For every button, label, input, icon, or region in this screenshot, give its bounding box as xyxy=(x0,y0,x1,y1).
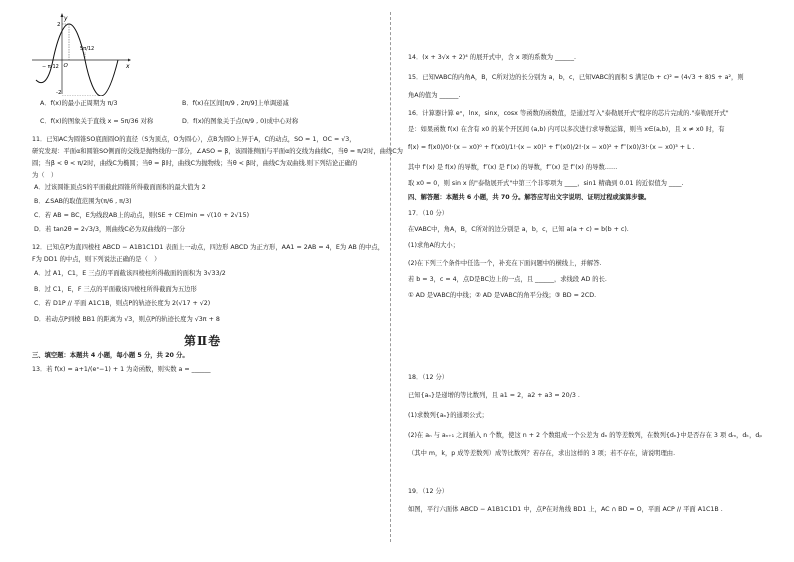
q17-title: 17．（10 分） xyxy=(408,210,449,217)
q12-option-d: D．若动点P到棱 BB1 的距离为 √3，则点P的轨迹长度为 √3π + 8 xyxy=(34,316,220,323)
q18-line-4: （其中 m，k，p 成等差数列）成等比数列？若存在，求出这样的 3 项；若不存在，请说明理由. xyxy=(408,450,676,457)
q14-text: 14．(x + 3√x + 2)⁴ 的展开式中，含 x 项的系数为 ______. xyxy=(408,54,576,61)
q17-line-2: (1)求角A的大小； xyxy=(408,242,460,249)
q11-option-a: A．过该圆锥顶点S的平面截此圆锥所得截面面积的最大值为 2 xyxy=(34,184,206,191)
q16-taylor-formula: f(x) = f(x0)/0!·(x − x0)⁰ + f′(x0)/1!·(x − x0)¹ + f″(x0)/2!·(x − x0)² + f‴(x0)/3!·(x − x0)³ + L . xyxy=(408,144,695,151)
q12-option-c: C．若 D1P // 平面 A1C1B，则点P的轨迹长度为 2(√17 + √2) xyxy=(34,300,211,307)
q17-line-4: 若 b = 3，c = 4，点D是BC边上的一点，且 ______，求线段 AD 的长. xyxy=(408,276,607,283)
q11-line-1: 11．已知AC为圆锥SO底面圆O的直径（S为顶点，O为圆心），点B为圆O上异于A，C的动点，SO = 1，OC = √3， xyxy=(32,136,356,143)
q18-line-1: 已知{aₙ}是递增的等比数列，且 a1 = 2，a2 + a3 = 20/3 . xyxy=(408,392,580,399)
q16-line-1: 16．计算器计算 eˣ，lnx，sinx，cosx 等函数的函数值，是通过写入"泰勒展开式"程序的芯片完成的."泰勒展开式" xyxy=(408,110,729,117)
column-divider xyxy=(390,12,391,542)
q17-line-1: 在VABC中，角A，B，C所对的边分别是 a，b，c，已知 a(a + c) = b(b + c). xyxy=(408,226,629,233)
q17-line-3: (2)在下列三个条件中任选一个，补充在下面问题中的横线上，并解答. xyxy=(408,260,602,267)
q15-line-2: 角A的值为 ______. xyxy=(408,92,461,99)
q12-line-2: F为 DD1 的中点，则下列说法正确的是（ ） xyxy=(32,256,161,263)
x-axis-arrow-icon xyxy=(128,59,131,62)
q16-line-3: 其中 f′(x) 是 f(x) 的导数，f″(x) 是 f′(x) 的导数，f‴(x) 是 f″(x) 的导数…… xyxy=(408,164,618,171)
q10-option-d: D．f(x)的图象关于点(π/9 , 0)成中心对称 xyxy=(182,118,299,125)
q11-option-b: B．∠SAB的取值范围为(π/6 , π/3) xyxy=(34,198,132,205)
q18-line-3: (2)在 aₙ 与 aₙ₊₁ 之间插入 n 个数，使这 n + 2 个数组成一个公差为 dₙ 的等差数列，在数列{dₙ}中是否存在 3 项 dₘ，dₖ，dₚ xyxy=(408,432,763,439)
q10-option-a: A．f(x)的最小正周期为 π/3 xyxy=(40,100,118,107)
q19-line-1: 如图，平行六面体 ABCD − A1B1C1D1 中，点P在对角线 BD1 上，AC ∩ BD = O，平面 ACP // 平面 A1C1B . xyxy=(408,506,723,513)
ymin-label: -2 xyxy=(56,90,62,96)
section-two-title: 第Ⅱ卷 xyxy=(184,334,222,348)
x-axis-label: x xyxy=(126,63,130,70)
q11-line-2: 研究发现：平面α和圆锥SO侧面的交线是抛物线的一部分，∠ASO = β，该圆锥侧面与平面α的交线为曲线C，当θ = π/2时，曲线C为 xyxy=(32,148,403,155)
exam-sheet xyxy=(10,12,786,554)
q10-option-b: B．f(x)在区间[π/9 , 2π/9]上单调递减 xyxy=(182,100,289,107)
q16-line-4: 取 x0 = 0，则 sin x 的"泰勒展开式"中第三个非零项为 ____，sin1 精确到 0.01 的近似值为 ____. xyxy=(408,180,684,187)
sine-graph xyxy=(32,12,132,96)
q11-line-4: 为（ ） xyxy=(32,172,58,179)
q11-option-c: C．若 AB = BC，E为线段AB上的动点，则(SE + CE)min = √(10 + 2√15) xyxy=(34,212,250,219)
xpos-label: 5π/12 xyxy=(80,46,95,52)
q12-option-a: A．过 A1，C1，E 三点的平面截该四棱柱所得截面的面积为 3√33/2 xyxy=(34,270,226,277)
ymax-label: 2 xyxy=(57,22,61,28)
q18-line-2: (1)求数列{aₙ}的通项公式； xyxy=(408,412,488,419)
q11-line-3: 圆；当β < θ < π/2时，曲线C为椭圆；当θ = β时，曲线C为抛物线；当θ < β时，曲线C为双曲线.则下列结论正确的 xyxy=(32,160,358,167)
q11-option-d: D．若 tan2θ = 2√3/3，则曲线C必为双曲线的一部分 xyxy=(34,226,186,233)
q15-line-1: 15．已知VABC的内角A，B，C所对边的长分别为 a，b，c，已知VABC的面积 S 满足(b + c)² = (4√3 + 8)S + a²，则 xyxy=(408,74,744,81)
q12-option-b: B．过 C1，E，F 三点的平面截该四棱柱所得截面为五边形 xyxy=(34,286,197,293)
y-axis-label: y xyxy=(64,15,68,22)
q16-line-2: 是：如果函数 f(x) 在含有 x0 的某个开区间 (a,b) 内可以多次进行求导数运算，则当 x∈(a,b)，且 x ≠ x0 时，有 xyxy=(408,126,725,133)
q19-title: 19．（12 分） xyxy=(408,488,449,495)
answer-section-header: 四、解答题：本题共 6 小题，共 70 分。解答应写出文字说明、证明过程或演算步骤。 xyxy=(408,194,651,201)
xneg-label: − π/12 xyxy=(42,64,59,70)
origin-label: O xyxy=(63,63,68,69)
q17-line-5: ① AD 是VABC的中线；② AD 是VABC的角平分线；③ BD = 2CD. xyxy=(408,292,597,299)
q12-line-1: 12．已知点P为直四棱柱 ABCD − A1B1C1D1 表面上一动点，四边形 ABCD 为正方形，AA1 = 2AB = 4，E为 AB 的中点， xyxy=(32,244,385,251)
q13-text: 13．若 f(x) = a+1/(eˣ−1) + 1 为奇函数，则实数 a = ______ xyxy=(32,366,211,373)
q10-option-c: C．f(x)的图象关于直线 x = 5π/36 对称 xyxy=(40,118,154,125)
fill-in-header: 三、填空题：本题共 4 小题，每小题 5 分，共 20 分。 xyxy=(32,352,189,359)
q18-title: 18．（12 分） xyxy=(408,374,449,381)
